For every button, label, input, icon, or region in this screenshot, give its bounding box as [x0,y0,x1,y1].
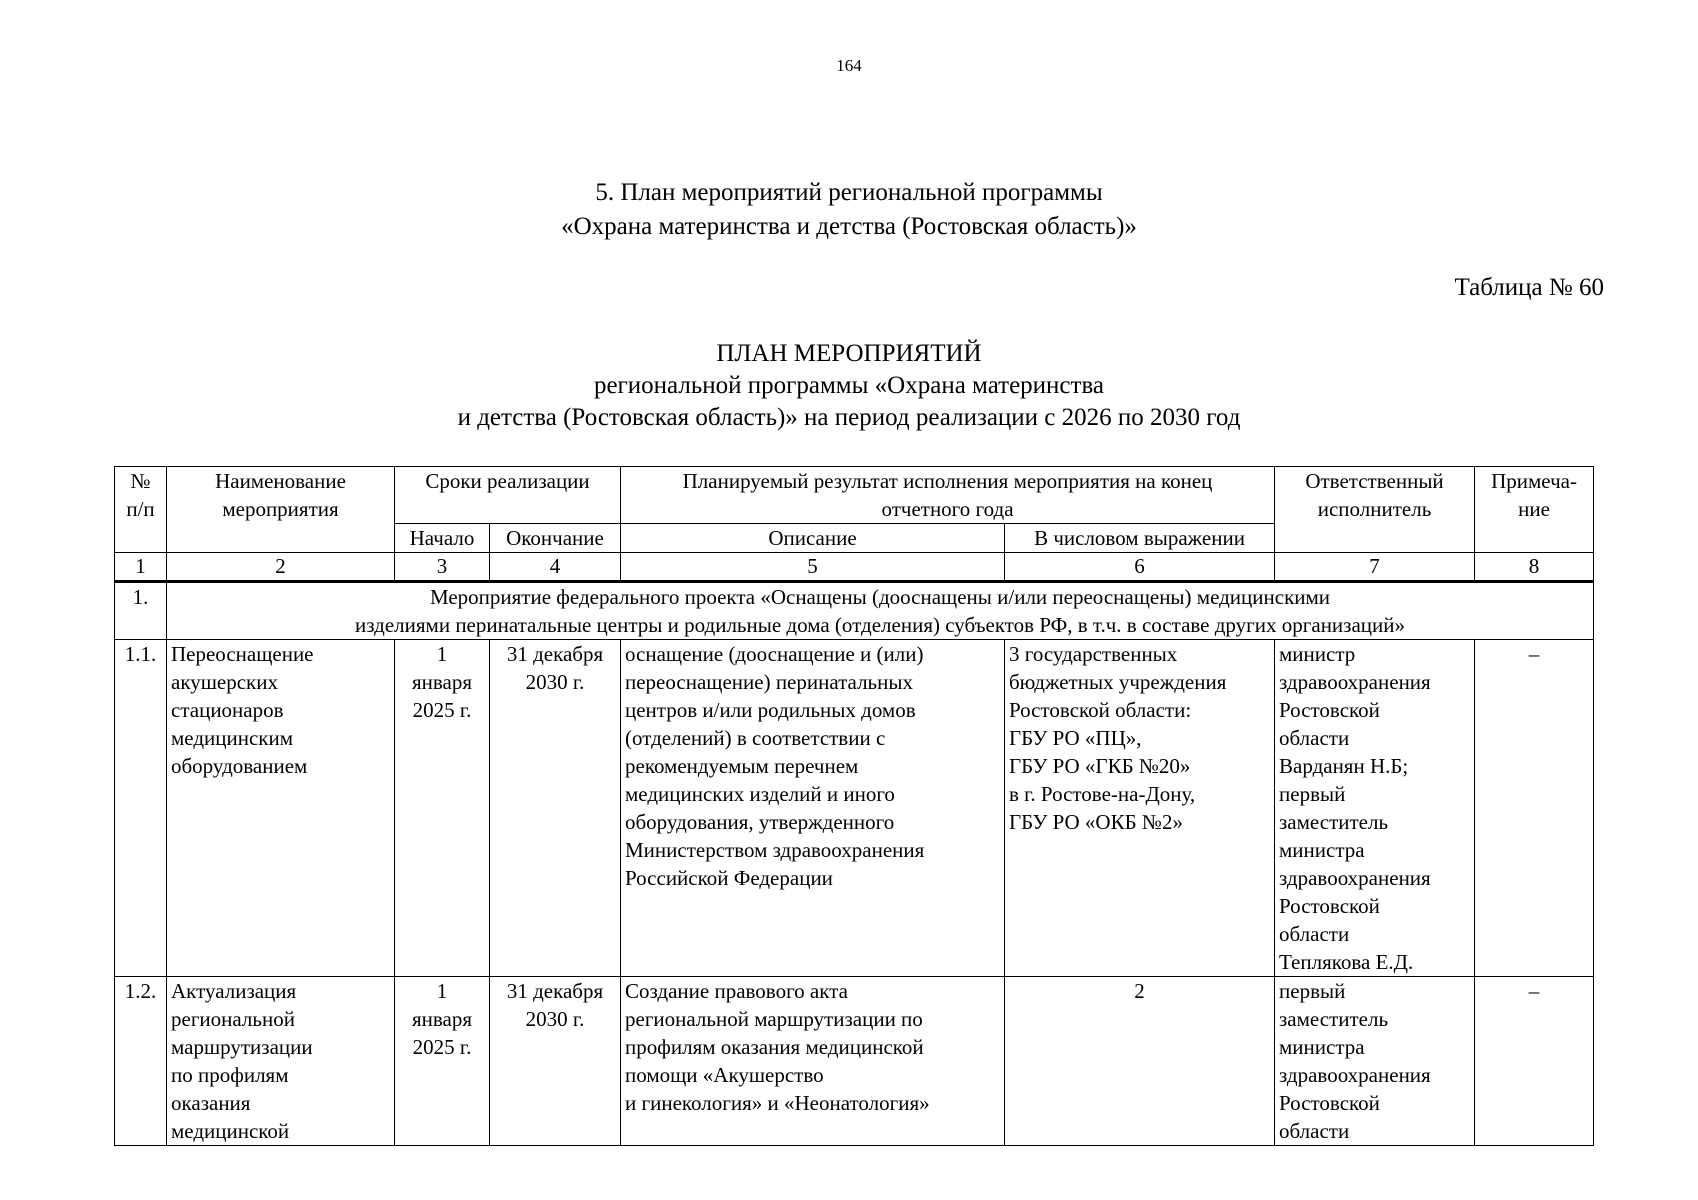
column-number: 4 [490,553,621,582]
row-name: Переоснащение акушерских стационаров медицинским оборудованием [167,640,395,977]
plan-title-line-1: ПЛАН МЕРОПРИЯТИЙ [716,340,982,367]
group-title: Мероприятие федерального проекта «Оснащены (дооснащены и/или переоснащены) медицинскими изделиями перинатальные центры и родильные дома (отделения) субъектов РФ, в т.ч. в составе других организаций» [167,582,1594,640]
section-title-line-1: 5. План мероприятий региональной программы [595,179,1103,206]
row-numeric: 3 государственных бюджетных учреждения Ростовской области: ГБУ РО «ПЦ», ГБУ РО «ГКБ №20» в г. Ростове-на-Дону, ГБУ РО «ОКБ №2» [1005,640,1275,977]
column-number: 1 [115,553,167,582]
header-row-1 [115,467,1594,524]
header-planned-result: Планируемый результат исполнения мероприятия на конец отчетного года [621,467,1275,524]
header-note: Примеча- ние [1475,467,1594,553]
plan-title [0,338,1698,434]
row-description: оснащение (дооснащение и (или) переоснащение) перинатальных центров и/или родильных домов (отделений) в соответствии с рекомендуемым перечнем медицинских изделий и иного оборудования, утвержденного Министерством здравоохранения Российской Федерации [621,640,1005,977]
column-number: 2 [167,553,395,582]
header-numeric: В числовом выражении [1005,524,1275,553]
row-end: 31 декабря 2030 г. [490,640,621,977]
plan-title-line-3: и детства (Ростовская область)» на период реализации с 2026 по 2030 год [457,404,1241,431]
table-row [115,640,1594,977]
column-number: 3 [395,553,490,582]
header-end: Окончание [490,524,621,553]
header-name: Наименование мероприятия [167,467,395,553]
column-numbers-row [115,553,1594,582]
header-description: Описание [621,524,1005,553]
row-note: – [1475,640,1594,977]
section-title [0,176,1698,244]
column-number: 7 [1275,553,1475,582]
plan-title-line-2: региональной программы «Охрана материнства [593,372,1105,399]
row-name: Актуализация региональной маршрутизации по профилям оказания медицинской [167,977,395,1146]
table-label: Таблица № 60 [1454,274,1604,301]
section-title-line-2: «Охрана материнства и детства (Ростовская область)» [561,213,1137,240]
column-number: 5 [621,553,1005,582]
column-number: 6 [1005,553,1275,582]
row-note: – [1475,977,1594,1146]
page-number: 164 [836,56,862,75]
plan-table [114,466,1594,1146]
row-responsible: первый заместитель министра здравоохранения Ростовской области [1275,977,1475,1146]
column-number: 8 [1475,553,1594,582]
header-responsible: Ответственный исполнитель [1275,467,1475,553]
header-num: № п/п [115,467,167,553]
row-number: 1.2. [115,977,167,1146]
header-terms: Сроки реализации [395,467,621,524]
row-start: 1 января 2025 г. [395,640,490,977]
row-start: 1 января 2025 г. [395,977,490,1146]
group-number: 1. [115,582,167,640]
row-numeric: 2 [1005,977,1275,1146]
row-end: 31 декабря 2030 г. [490,977,621,1146]
table-row [115,977,1594,1146]
row-description: Создание правового акта региональной маршрутизации по профилям оказания медицинской помощи «Акушерство и гинекология» и «Неонатология» [621,977,1005,1146]
row-number: 1.1. [115,640,167,977]
header-start: Начало [395,524,490,553]
group-row [115,582,1594,640]
row-responsible: министр здравоохранения Ростовской области Варданян Н.Б; первый заместитель министра здравоохранения Ростовской области Теплякова Е.Д. [1275,640,1475,977]
